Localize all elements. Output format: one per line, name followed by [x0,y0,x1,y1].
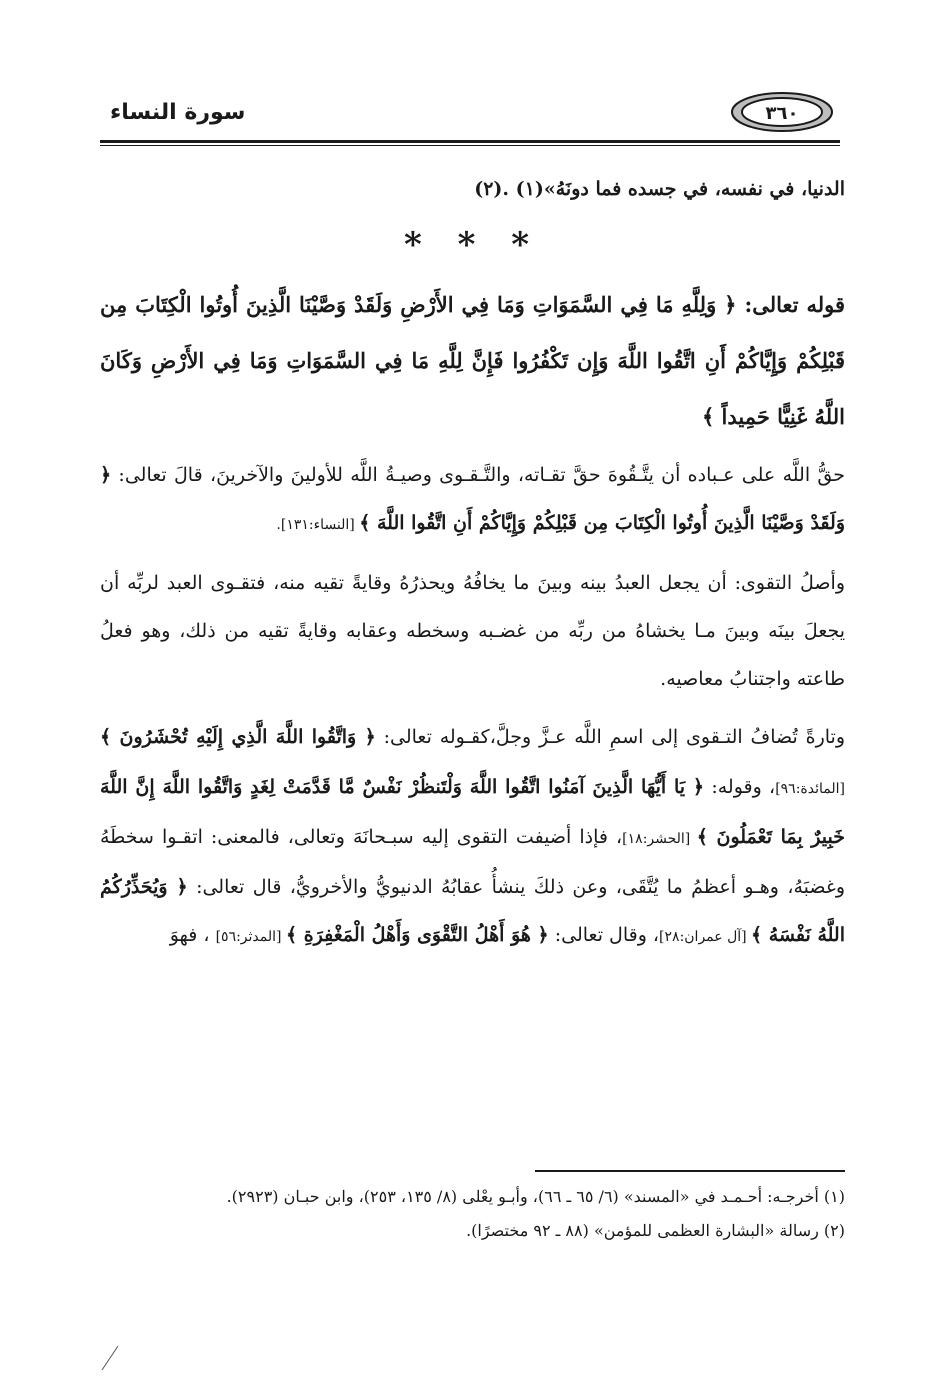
paragraph-3-text-d: ، وقال تعالى: [548,924,660,946]
page-number-badge [730,90,834,134]
quran-quote: ﴿ وَلَقَدْ وَصَّيْنَا الَّذِينَ أُوتُوا الْكِتَابَ مِن قَبْلِكُمْ وَإِيَّاكُمْ أَنِ اتَّقُوا اللَّهَ ﴾ [100,464,845,534]
page-number: ٣٦٠ [765,103,799,124]
footnote-rule [535,1170,845,1172]
main-text [100,165,845,961]
verse-reference-4: [المدثر:٥٦] [215,929,286,945]
quran-quote-2: ﴿ يَا أَيُّهَا الَّذِينَ آمَنُوا اتَّقُوا اللَّهَ وَلْتَنظُرْ نَفْسٌ مَّا قَدَّمَتْ لِغَدٍ وَاتَّقُوا اللَّهَ إِنَّ اللَّهَ خَبِيرٌ بِمَا تَعْمَلُونَ ﴾ [100,776,845,848]
paragraph-3 [100,713,845,961]
paragraph-1 [100,451,845,549]
verse-reference: [النساء:١٣١]. [276,517,360,533]
verse-reference-3: [آل عمران:٢٨] [659,929,752,945]
continuation-line: الدنيا، في نفسه، في جسده فما دونَهُ»(١) .(٢) [474,178,845,200]
footnote-2: (٢) رسالة «البشارة العظمى للمؤمن» (٨٨ ـ ٩٢ مختصرًا). [466,1221,845,1240]
paragraph-1-text: حقُّ اللَّه على عـباده أن يتَّـقُوهَ حقَّ تقـاته، والتَّـقـوى وصيـةُ اللَّه للأولينَ والآخرينَ، قالَ تعالى: [111,464,845,486]
paragraph-3-text-c: ، فإذا أضيفت التقوى إليه سبـحانَهَ وتعالى، فالمعنى: اتقـوا سخطَهُ وغضبَهُ، وهـو أعظمُ ما يُتَّقَى، وعن ذلكَ ينشأُ عقابُهُ الدنيويُّ والأخرويُّ، قال تعالى: [100,826,845,898]
page-number-ornament [730,90,834,134]
paragraph-2: وأصلُ التقوى: أن يجعل العبدُ بينه وبينَ ما يخافُهُ ويحذرُهُ وقايةً تقيه منه، فتقـوى العبد لربِّه أن يجعلَ بينَه وبينَ مـا يخشاهُ من ربِّه من غضـبه وسخطه وعقابه وقايةً تقيه من ذلك، وهو فعلُ طاعته واجتنابُ معاصيه. [100,572,845,690]
verse-reference-2: [الحشر:١٨] [622,831,697,847]
scan-pen-mark [100,1342,122,1372]
section-separator: * * * [403,225,541,265]
quran-quote-1: ﴿ وَاتَّقُوا اللَّهَ الَّذِي إِلَيْهِ تُحْشَرُونَ ﴾ [100,726,376,748]
header-rule-thin [100,145,840,146]
footnotes [100,1180,845,1248]
verse-heading: قوله تعالى: ﴿ وَلِلَّهِ مَا فِي السَّمَوَاتِ وَمَا فِي الأَرْضِ وَلَقَدْ وَصَّيْنَا الَّذِينَ أُوتُوا الْكِتَابَ مِن قَبْلِكُمْ وَإِيَّاكُمْ أَنِ اتَّقُوا اللَّهَ وَإِن تَكْفُرُوا فَإِنَّ لِلَّهِ مَا فِي السَّمَوَاتِ وَمَا فِي الأَرْضِ وَكَانَ اللَّهُ غَنِيًّا حَمِيداً ﴾ [100,292,845,429]
footnote-1: (١) أخرجـه: أحـمـد في «المسند» (٦/ ٦٥ ـ ٦٦)، وأبـو يعْلى (٨/ ١٣٥، ٢٥٣)، وابن حبـان (٢٩٢٣). [226,1187,845,1206]
quran-quote-4: ﴿ هُوَ أَهْلُ التَّقْوَى وَأَهْلُ الْمَغْفِرَةِ ﴾ [285,924,549,946]
paragraph-3-text-b: ، وقوله: [704,776,776,798]
header-rule [100,140,840,143]
quran-quote-3: ﴿ وَيُحَذِّرُكُمُ اللَّهُ نَفْسَهُ ﴾ [100,876,845,946]
verse-reference-1: [المائدة:٩٦] [775,781,845,797]
paragraph-3-text-a: وتارةً تُضافُ التـقوى إلى اسمِ اللَّه عـزَّ وجلَّ،كقـوله تعالى: [375,726,845,748]
paragraph-3-text-e: ، فهوَ [169,924,216,946]
surah-title: سورة النساء [110,100,246,125]
page-header [100,88,840,146]
